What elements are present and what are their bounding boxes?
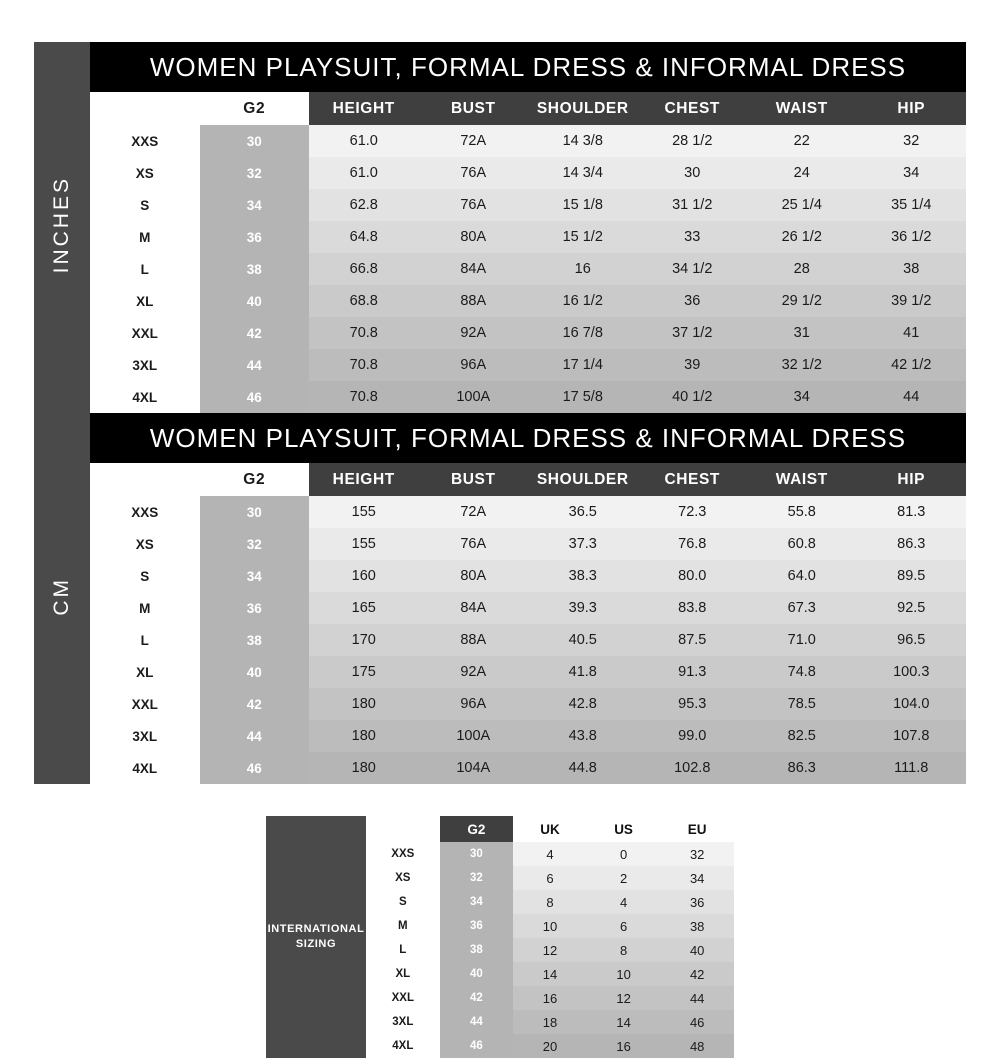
row-hip: 39 1/2 [857,285,967,317]
row-waist: 28 [747,253,857,285]
row-waist: 32 1/2 [747,349,857,381]
row-shoulder: 42.8 [528,688,638,720]
row-hip: 92.5 [857,592,967,624]
row-g2: 34 [200,189,310,221]
intl-row-g2: 46 [440,1034,514,1058]
row-waist: 26 1/2 [747,221,857,253]
table-row [34,592,966,624]
row-size: XS [90,528,200,560]
row-bust: 72A [419,496,529,528]
row-g2: 40 [200,656,310,688]
header-g2: G2 [200,92,310,125]
row-shoulder: 40.5 [528,624,638,656]
row-height: 155 [309,528,419,560]
row-bust: 76A [419,157,529,189]
row-waist: 25 1/4 [747,189,857,221]
row-size: 4XL [90,752,200,784]
row-size: L [90,253,200,285]
row-g2: 32 [200,157,310,189]
row-shoulder: 17 1/4 [528,349,638,381]
intl-row-size: M [366,914,440,938]
intl-row-eu: 32 [660,842,734,866]
intl-row-uk: 18 [513,1010,587,1034]
title-row [34,42,966,92]
row-hip: 86.3 [857,528,967,560]
row-bust: 96A [419,688,529,720]
row-chest: 91.3 [638,656,748,688]
row-g2: 44 [200,349,310,381]
intl-row-us: 16 [587,1034,661,1058]
row-waist: 31 [747,317,857,349]
row-bust: 88A [419,624,529,656]
table-row [34,317,966,349]
row-hip: 35 1/4 [857,189,967,221]
row-chest: 80.0 [638,560,748,592]
row-g2: 40 [200,285,310,317]
size-table-cm-body [34,413,966,784]
row-height: 70.8 [309,349,419,381]
intl-row-eu: 46 [660,1010,734,1034]
row-height: 61.0 [309,125,419,157]
row-shoulder: 39.3 [528,592,638,624]
intl-row-size: L [366,938,440,962]
table-row [34,189,966,221]
intl-row-size: XXS [366,842,440,866]
unit-label: CM [50,576,73,616]
row-height: 66.8 [309,253,419,285]
table-row [34,656,966,688]
table-row [34,285,966,317]
row-chest: 76.8 [638,528,748,560]
row-chest: 31 1/2 [638,189,748,221]
row-chest: 36 [638,285,748,317]
header-shoulder: SHOULDER [528,92,638,125]
row-bust: 84A [419,592,529,624]
row-waist: 64.0 [747,560,857,592]
header-waist: WAIST [747,92,857,125]
row-hip: 81.3 [857,496,967,528]
intl-row-g2: 44 [440,1010,514,1034]
row-height: 180 [309,720,419,752]
row-size: XXL [90,688,200,720]
table-title: WOMEN PLAYSUIT, FORMAL DRESS & INFORMAL DRESS [90,42,966,92]
row-chest: 40 1/2 [638,381,748,413]
intl-row-us: 10 [587,962,661,986]
row-size: M [90,592,200,624]
row-bust: 76A [419,528,529,560]
row-height: 175 [309,656,419,688]
row-bust: 100A [419,381,529,413]
row-hip: 104.0 [857,688,967,720]
row-chest: 33 [638,221,748,253]
row-g2: 46 [200,752,310,784]
intl-row-us: 4 [587,890,661,914]
row-size: 3XL [90,349,200,381]
row-waist: 82.5 [747,720,857,752]
row-chest: 72.3 [638,496,748,528]
intl-row-uk: 8 [513,890,587,914]
row-size: XXS [90,125,200,157]
header-shoulder: SHOULDER [528,463,638,496]
unit-label-cell [34,42,90,413]
unit-label: INCHES [50,176,73,274]
row-bust: 80A [419,221,529,253]
row-size: 4XL [90,381,200,413]
row-shoulder: 15 1/2 [528,221,638,253]
row-bust: 92A [419,656,529,688]
intl-row-eu: 44 [660,986,734,1010]
header-bust: BUST [419,463,529,496]
intl-header-uk: UK [513,816,587,842]
intl-row-g2: 42 [440,986,514,1010]
international-sizing-table [266,816,734,1058]
row-chest: 87.5 [638,624,748,656]
row-shoulder: 41.8 [528,656,638,688]
row-waist: 67.3 [747,592,857,624]
row-chest: 99.0 [638,720,748,752]
intl-row-uk: 12 [513,938,587,962]
row-g2: 30 [200,496,310,528]
row-shoulder: 44.8 [528,752,638,784]
header-hip: HIP [857,92,967,125]
table-row [34,496,966,528]
row-bust: 84A [419,253,529,285]
row-g2: 36 [200,592,310,624]
row-hip: 44 [857,381,967,413]
header-g2: G2 [200,463,310,496]
row-height: 160 [309,560,419,592]
header-g2-size [90,92,200,125]
row-size: L [90,624,200,656]
row-shoulder: 16 1/2 [528,285,638,317]
row-shoulder: 43.8 [528,720,638,752]
row-hip: 100.3 [857,656,967,688]
row-chest: 95.3 [638,688,748,720]
row-hip: 111.8 [857,752,967,784]
intl-row-g2: 34 [440,890,514,914]
header-height: HEIGHT [309,463,419,496]
size-table-cm [34,413,966,784]
row-waist: 22 [747,125,857,157]
row-hip: 34 [857,157,967,189]
row-chest: 30 [638,157,748,189]
row-size: XXL [90,317,200,349]
row-hip: 36 1/2 [857,221,967,253]
row-bust: 88A [419,285,529,317]
intl-row-eu: 40 [660,938,734,962]
row-bust: 96A [419,349,529,381]
intl-row-uk: 16 [513,986,587,1010]
row-chest: 83.8 [638,592,748,624]
intl-row-uk: 20 [513,1034,587,1058]
row-hip: 38 [857,253,967,285]
title-row [34,413,966,463]
row-waist: 60.8 [747,528,857,560]
row-chest: 34 1/2 [638,253,748,285]
intl-row-uk: 10 [513,914,587,938]
row-height: 180 [309,752,419,784]
row-height: 180 [309,688,419,720]
row-height: 62.8 [309,189,419,221]
row-g2: 46 [200,381,310,413]
table-row [34,688,966,720]
row-size: XS [90,157,200,189]
row-g2: 30 [200,125,310,157]
size-table-inches [34,42,966,413]
row-size: S [90,560,200,592]
intl-row-us: 6 [587,914,661,938]
intl-row-size: XXL [366,986,440,1010]
table-row [34,157,966,189]
row-bust: 72A [419,125,529,157]
intl-row-g2: 36 [440,914,514,938]
row-shoulder: 36.5 [528,496,638,528]
row-g2: 42 [200,688,310,720]
row-hip: 96.5 [857,624,967,656]
row-hip: 89.5 [857,560,967,592]
intl-row-size: 4XL [366,1034,440,1058]
intl-row-size: XS [366,866,440,890]
row-waist: 24 [747,157,857,189]
row-g2: 34 [200,560,310,592]
row-bust: 92A [419,317,529,349]
row-shoulder: 16 7/8 [528,317,638,349]
intl-row-g2: 30 [440,842,514,866]
unit-label-cell [34,413,90,784]
row-hip: 107.8 [857,720,967,752]
row-shoulder: 14 3/8 [528,125,638,157]
intl-row-eu: 36 [660,890,734,914]
header-chest: CHEST [638,463,748,496]
table-row [34,560,966,592]
row-waist: 71.0 [747,624,857,656]
row-chest: 37 1/2 [638,317,748,349]
intl-row-size: XL [366,962,440,986]
intl-row-g2: 38 [440,938,514,962]
row-size: S [90,189,200,221]
row-size: XXS [90,496,200,528]
international-sizing-section [34,816,966,1058]
row-waist: 86.3 [747,752,857,784]
row-height: 165 [309,592,419,624]
table-row [34,752,966,784]
row-size: XL [90,656,200,688]
row-height: 170 [309,624,419,656]
intl-row-g2: 40 [440,962,514,986]
intl-row-us: 14 [587,1010,661,1034]
size-table-inches-body [34,42,966,413]
row-shoulder: 17 5/8 [528,381,638,413]
header-hip: HIP [857,463,967,496]
row-g2: 42 [200,317,310,349]
header-row [34,463,966,496]
row-size: XL [90,285,200,317]
row-waist: 78.5 [747,688,857,720]
intl-row-us: 0 [587,842,661,866]
row-height: 70.8 [309,317,419,349]
intl-row-eu: 48 [660,1034,734,1058]
row-waist: 55.8 [747,496,857,528]
row-g2: 38 [200,624,310,656]
row-waist: 74.8 [747,656,857,688]
row-hip: 42 1/2 [857,349,967,381]
row-chest: 39 [638,349,748,381]
row-shoulder: 38.3 [528,560,638,592]
table-row [34,125,966,157]
intl-header-size [366,816,440,842]
row-chest: 102.8 [638,752,748,784]
header-row [34,92,966,125]
intl-row-size: 3XL [366,1010,440,1034]
table-row [34,349,966,381]
intl-row-eu: 34 [660,866,734,890]
row-height: 68.8 [309,285,419,317]
row-waist: 34 [747,381,857,413]
table-row [34,720,966,752]
table-title: WOMEN PLAYSUIT, FORMAL DRESS & INFORMAL DRESS [90,413,966,463]
row-height: 61.0 [309,157,419,189]
row-shoulder: 16 [528,253,638,285]
intl-header-row [266,816,734,842]
row-size: 3XL [90,720,200,752]
intl-row-eu: 38 [660,914,734,938]
intl-row-uk: 14 [513,962,587,986]
row-size: M [90,221,200,253]
row-height: 70.8 [309,381,419,413]
row-waist: 29 1/2 [747,285,857,317]
intl-row-uk: 6 [513,866,587,890]
intl-row-us: 8 [587,938,661,962]
intl-row-us: 2 [587,866,661,890]
intl-row-uk: 4 [513,842,587,866]
header-waist: WAIST [747,463,857,496]
row-hip: 41 [857,317,967,349]
row-bust: 76A [419,189,529,221]
table-row [34,253,966,285]
intl-row-eu: 42 [660,962,734,986]
header-g2-size [90,463,200,496]
intl-row-g2: 32 [440,866,514,890]
row-height: 64.8 [309,221,419,253]
international-sizing-label: INTERNATIONAL SIZING [266,816,366,1058]
table-row [34,381,966,413]
international-sizing-body [266,816,734,1058]
row-shoulder: 14 3/4 [528,157,638,189]
table-row [34,221,966,253]
row-g2: 44 [200,720,310,752]
intl-row-size: S [366,890,440,914]
row-hip: 32 [857,125,967,157]
row-g2: 38 [200,253,310,285]
row-shoulder: 37.3 [528,528,638,560]
row-bust: 104A [419,752,529,784]
table-row [34,528,966,560]
intl-header-eu: EU [660,816,734,842]
intl-row-us: 12 [587,986,661,1010]
header-bust: BUST [419,92,529,125]
intl-header-g2: G2 [440,816,514,842]
table-row [34,624,966,656]
row-height: 155 [309,496,419,528]
row-g2: 36 [200,221,310,253]
header-height: HEIGHT [309,92,419,125]
intl-header-us: US [587,816,661,842]
row-g2: 32 [200,528,310,560]
row-shoulder: 15 1/8 [528,189,638,221]
row-bust: 80A [419,560,529,592]
row-chest: 28 1/2 [638,125,748,157]
row-bust: 100A [419,720,529,752]
header-chest: CHEST [638,92,748,125]
